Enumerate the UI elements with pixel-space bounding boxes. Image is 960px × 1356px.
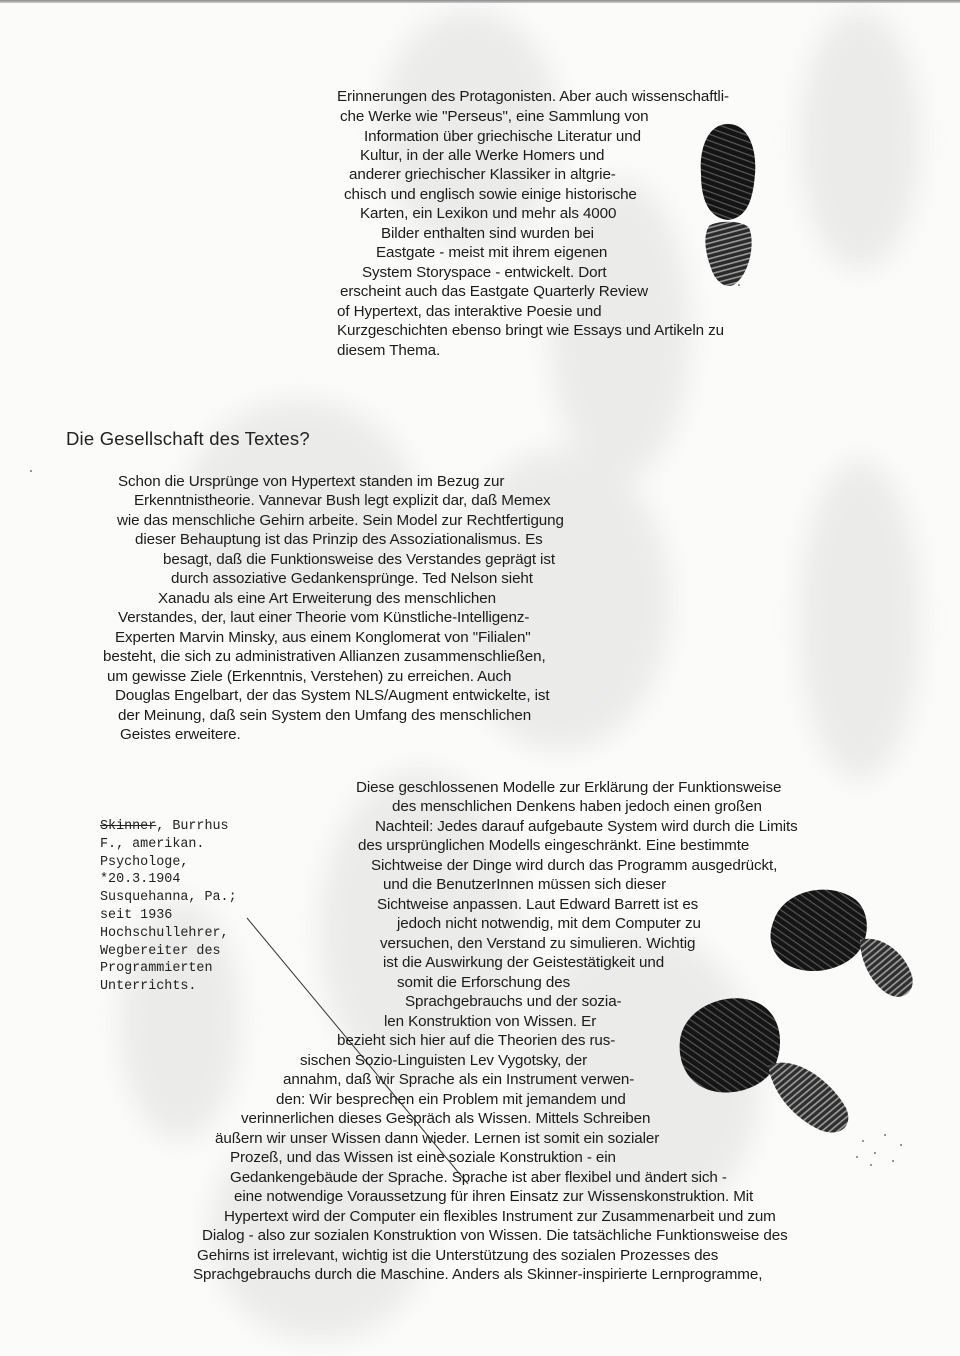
text-line: Sprachgebrauchs durch die Maschine. Anders als Skinner-inspirierte Lernprogramme,: [193, 1266, 763, 1283]
text-line: eine notwendige Voraussetzung für ihren Einsatz zur Wissenskonstruktion. Mit: [234, 1188, 754, 1205]
text-line: besteht, die sich zu administrativen Allianzen zusammenschließen,: [103, 648, 546, 665]
text-line: Eastgate - meist mit ihrem eigenen: [376, 244, 608, 261]
text-line: annahm, daß wir Sprache als ein Instrument verwen-: [283, 1071, 635, 1088]
text-line: Dialog - also zur sozialen Konstruktion von Wissen. Die tatsächliche Funktionsweise des: [202, 1227, 788, 1244]
text-line: wie das menschliche Gehirn arbeite. Sein Model zur Rechtfertigung: [117, 512, 564, 529]
text-line: Experten Marvin Minsky, aus einem Konglomerat von "Filialen": [115, 629, 531, 646]
text-line: Sichtweise der Dinge wird durch das Programm ausgedrückt,: [371, 857, 778, 874]
margin-note-line: Hochschullehrer,: [100, 925, 229, 941]
text-line: che Werke wie "Perseus", eine Sammlung von: [340, 108, 649, 125]
text-line: dieser Behauptung ist das Prinzip des Assoziationalismus. Es: [135, 531, 543, 548]
text-line: chisch und englisch sowie einige historische: [344, 186, 637, 203]
text-line: verinnerlichen dieses Gespräch als Wissen. Mittels Schreiben: [241, 1110, 651, 1127]
text-line: Bilder enthalten sind wurden bei: [381, 225, 594, 242]
text-line: Kurzgeschichten ebenso bringt wie Essays und Artikeln zu: [337, 322, 724, 339]
text-line: des ursprünglichen Modells eingeschränkt. Eine bestimmte: [358, 837, 750, 854]
text-line: diesem Thema.: [337, 342, 441, 359]
section-heading: Die Gesellschaft des Textes?: [66, 428, 310, 449]
margin-note-line: Unterrichts.: [100, 979, 197, 995]
text-line: bezieht sich hier auf die Theorien des rus-: [337, 1032, 616, 1049]
text-line: der Meinung, daß sein System den Umfang des menschlichen: [118, 707, 532, 724]
text-line: Gedankengebäude der Sprache. Sprache ist aber flexibel und ändert sich -: [230, 1169, 727, 1186]
text-line: Schon die Ursprünge von Hypertext standen im Bezug zur: [118, 473, 505, 490]
text-line: System Storyspace - entwickelt. Dort: [362, 264, 607, 281]
text-line: Diese geschlossenen Modelle zur Erklärung der Funktionsweise: [356, 779, 782, 796]
text-line: versuchen, den Verstand zu simulieren. Wichtig: [380, 935, 696, 952]
text-line: den: Wir besprechen ein Problem mit jemandem und: [276, 1091, 626, 1108]
text-line: und die BenutzerInnen müssen sich dieser: [383, 876, 667, 893]
text-line: Information über griechische Literatur und: [364, 128, 641, 145]
text-line: Sprachgebrauchs und der sozia-: [405, 993, 622, 1010]
text-line: len Konstruktion von Wissen. Er: [384, 1013, 597, 1030]
text-line: Prozeß, und das Wissen ist eine soziale Konstruktion - ein: [230, 1149, 616, 1166]
text-line: Verstandes, der, laut einer Theorie vom Künstliche-Intelligenz-: [118, 609, 530, 626]
text-line: äußern wir unser Wissen dann wieder. Lernen ist somit ein sozialer: [215, 1130, 660, 1147]
text-line: Kultur, in der alle Werke Homers und: [360, 147, 605, 164]
margin-note-line: F., amerikan.: [100, 836, 205, 852]
struck-name: Skinner: [100, 819, 157, 834]
margin-note-line: Programmierten: [100, 961, 213, 977]
text-line: erscheint auch das Eastgate Quarterly Review: [340, 283, 648, 300]
text-line: durch assoziative Gedankensprünge. Ted Nelson sieht: [171, 570, 533, 587]
text-line: somit die Erforschung des: [397, 974, 571, 991]
text-line: Hypertext wird der Computer ein flexibles Instrument zur Zusammenarbeit und zum: [224, 1208, 776, 1225]
text-line: sischen Sozio-Linguisten Lev Vygotsky, der: [300, 1052, 588, 1069]
margin-note-line: seit 1936: [100, 907, 173, 923]
margin-note-line: Susquehanna, Pa.;: [100, 890, 237, 906]
fingerprint-icon: [670, 990, 860, 1150]
text-line: ist die Auswirkung der Geistestätigkeit und: [383, 954, 665, 971]
text-line: Xanadu als eine Art Erweiterung des menschlichen: [158, 590, 496, 607]
text-line: Nachteil: Jedes darauf aufgebaute System wird durch die Limits: [375, 818, 798, 835]
text-line: des menschlichen Denkens haben jedoch einen großen: [392, 798, 762, 815]
text-line: Geistes erweitere.: [120, 726, 241, 743]
text-line: Karten, ein Lexikon und mehr als 4000: [360, 205, 617, 222]
text-line: Erinnerungen des Protagonisten. Aber auch wissenschaftli-: [337, 88, 729, 105]
text-line: Erkenntnistheorie. Vannevar Bush legt explizit dar, daß Memex: [134, 492, 551, 509]
margin-note-line: Wegbereiter des: [100, 943, 221, 959]
margin-note-line: Psychologe,: [100, 854, 189, 870]
text-line: Gehirns ist irrelevant, wichtig ist die Unterstützung des sozialen Prozesses des: [197, 1247, 719, 1264]
text-line: besagt, daß die Funktionsweise des Verstandes geprägt ist: [163, 551, 555, 568]
text-line: jedoch nicht notwendig, mit dem Computer zu: [397, 915, 701, 932]
text-line: um gewisse Ziele (Erkenntnis, Verstehen) zu erreichen. Auch: [107, 668, 512, 685]
text-line: Sichtweise anpassen. Laut Edward Barrett ist es: [377, 896, 699, 913]
text-line: anderer griechischer Klassiker in altgrie-: [349, 166, 616, 183]
text-line: of Hypertext, das interaktive Poesie und: [337, 303, 602, 320]
margin-note-line: Skinner, Burrhus: [100, 819, 229, 834]
text-line: Douglas Engelbart, der das System NLS/Augment entwickelte, ist: [115, 687, 550, 704]
margin-note-line: *20.3.1904: [100, 872, 181, 888]
